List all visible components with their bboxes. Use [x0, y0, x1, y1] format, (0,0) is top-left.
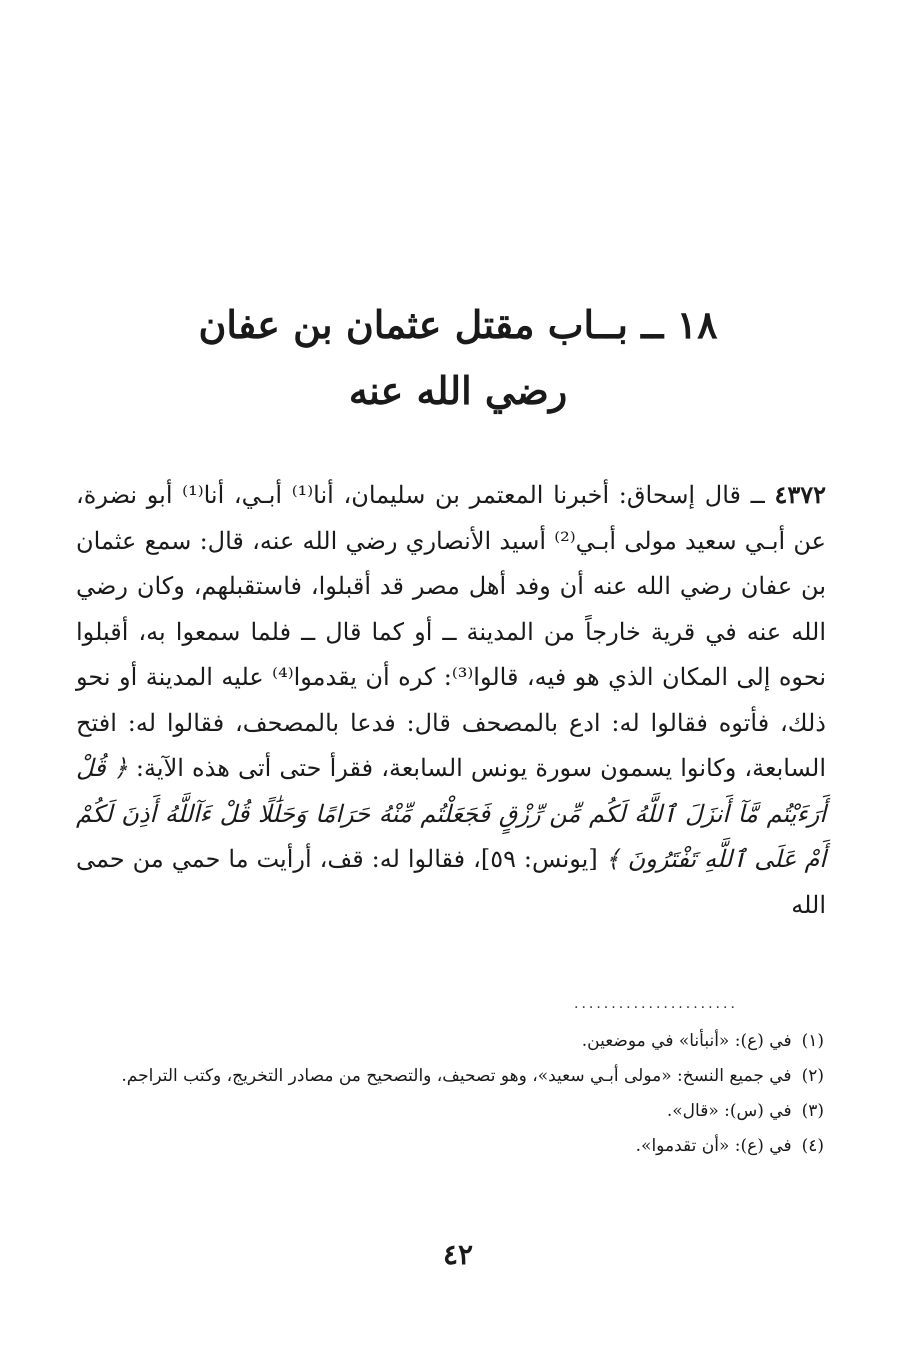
footnote-text: في (ع): «أنبأنا» في موضعين.: [581, 1031, 792, 1051]
footnote-text: في (ع): «أن تقدموا».: [635, 1136, 792, 1156]
chapter-title-line-2: رضي الله عنه: [348, 368, 568, 413]
hadith-text-after-verse: [يونس: ٥٩]، فقالوا له: قف، أرأيت ما حمي من حمى الله: [76, 845, 826, 919]
hadith-body: [76, 472, 826, 928]
footnote-item: [76, 1024, 824, 1059]
footnote-item: [76, 1059, 824, 1094]
footnote-item: [76, 1129, 824, 1164]
page-number: ٤٢: [442, 1238, 474, 1271]
hadith-text-before-verse: ــ قال إسحاق: أخبرنا المعتمر بن سليمان، أنا⁽¹⁾ أبـي، أنا⁽¹⁾ أبو نضرة، عن أبـي سعيد مولى أبـي⁽²⁾ أسيد الأنصاري رضي الله عنه، قال: سمع عثمان بن عفان رضي الله عنه أن وفد أهل مصر قد أقبلوا، فاستقبلهم، وكان رضي الله عنه في قرية خارجاً من المدينة ــ أو كما قال ــ فلما سمعوا به، أقبلوا نحوه إلى المكان الذي هو فيه، قالوا⁽³⁾: كره أن يقدموا⁽⁴⁾ عليه المدينة أو نحو ذلك، فأتوه فقالوا له: ادع بالمصحف قال: فدعا بالمصحف، فقالوا له: افتح السابعة، وكانوا يسمون سورة يونس السابعة، فقرأ حتى أتى هذه الآية:: [76, 481, 826, 782]
footnote-number: (١): [801, 1031, 824, 1051]
hadith-paragraph: [76, 472, 826, 928]
quran-verse: ﴿ قُلْ أَرَءَيْتُم مَّآ أَنزَلَ ٱللَّهُ لَكُم مِّن رِّزْقٍ فَجَعَلْتُم مِّنْهُ حَرَامًا وَحَلَٰلًا قُلْ ءَآللَّهُ أَذِنَ لَكُمْ أَمْ عَلَى ٱللَّهِ تَفْتَرُونَ ﴾: [76, 754, 827, 873]
footnote-text: في (س): «قال».: [666, 1101, 792, 1121]
footnote-number: (٢): [801, 1066, 824, 1086]
footnote-number: (٤): [801, 1136, 824, 1156]
chapter-title-line-1: ١٨ ــ بــاب مقتل عثمان بن عفان: [198, 302, 718, 347]
footnote-number: (٣): [801, 1101, 824, 1121]
footnote-separator: ......................: [574, 996, 738, 1012]
footnote-text: في جميع النسخ: «مولى أبـي سعيد»، وهو تصحيف، والتصحيح من مصادر التخريج، وكتب التراجم.: [121, 1066, 792, 1086]
hadith-number: ٤٣٧٢: [774, 480, 826, 509]
footnotes-list: [76, 1024, 824, 1164]
footnote-item: [76, 1094, 824, 1129]
chapter-title: [0, 292, 916, 424]
